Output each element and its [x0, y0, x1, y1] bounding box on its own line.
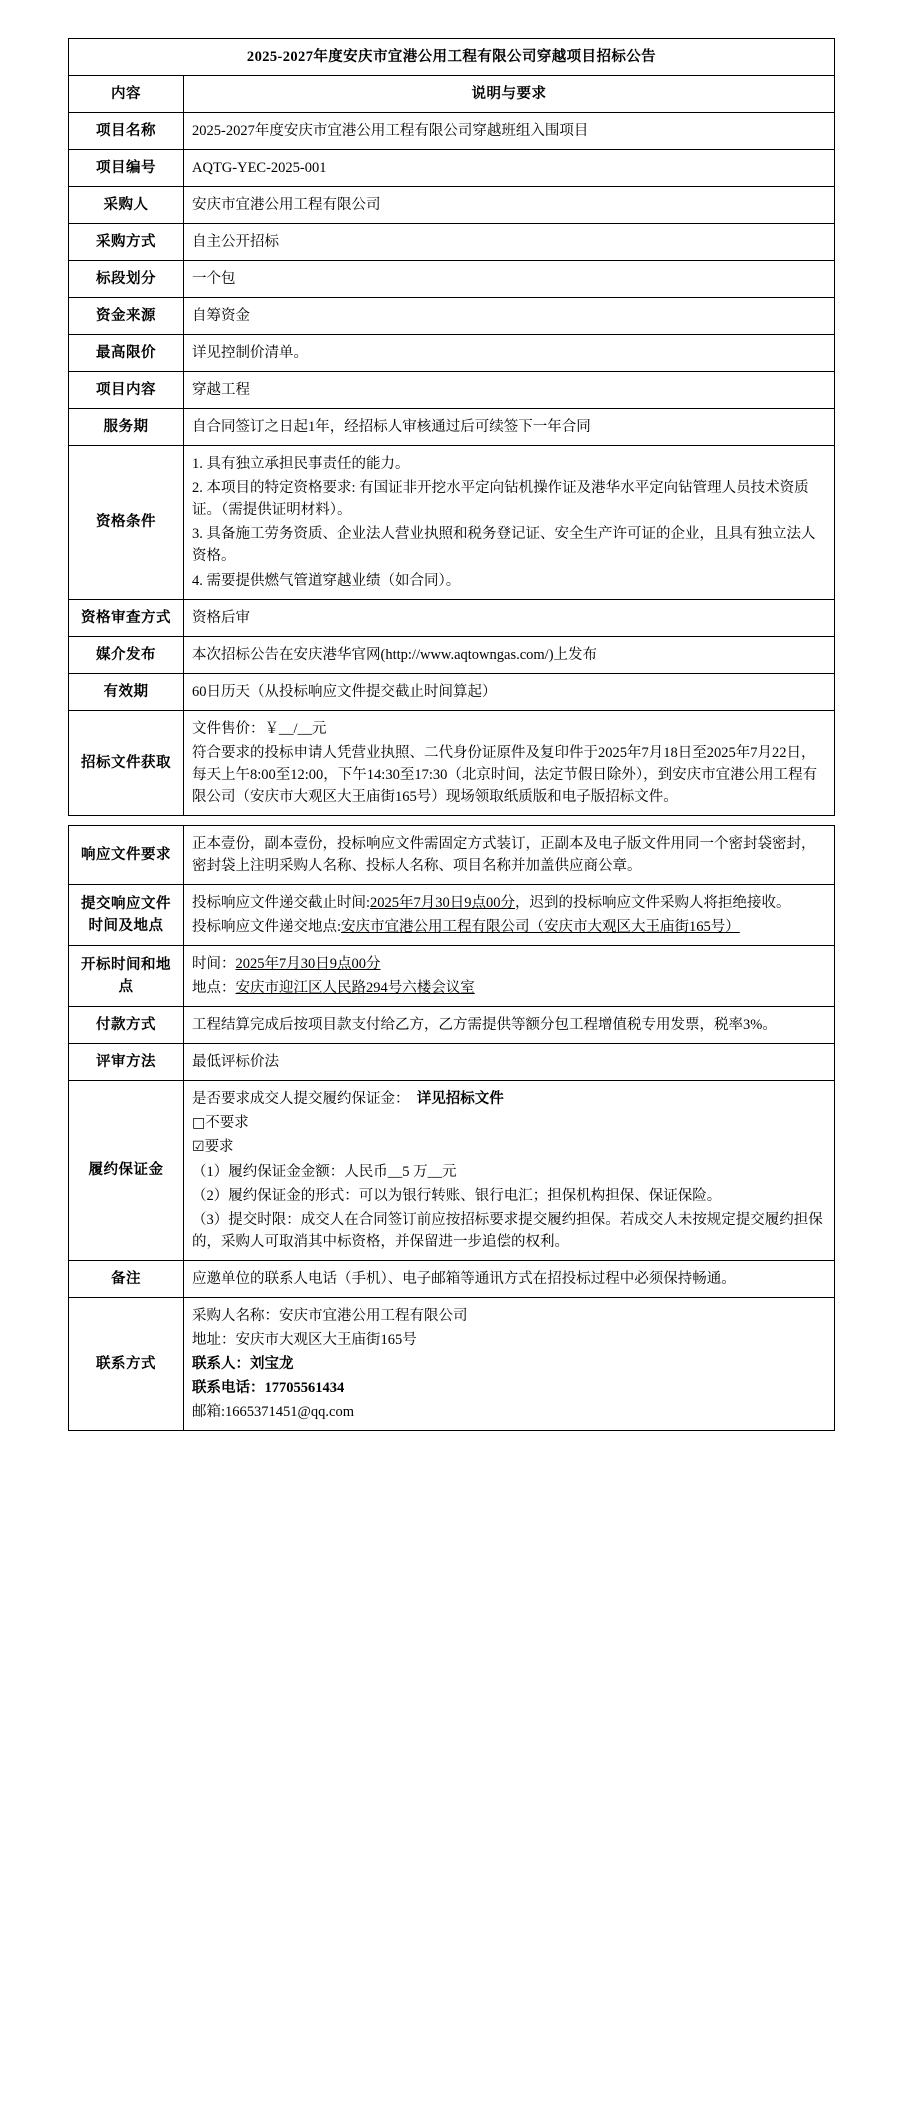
bid-opening-time-prefix: 时间：: [192, 955, 236, 972]
row-label: 提交响应文件时间及地点: [69, 884, 184, 945]
table-row: [69, 261, 835, 298]
contact-person-line: 联系人：刘宝龙: [192, 1355, 294, 1372]
table-row: [69, 673, 835, 710]
page-title: 2025-2027年度安庆市宜港公用工程有限公司穿越项目招标公告: [69, 39, 835, 76]
row-value-list: [184, 710, 835, 815]
table-row: [69, 372, 835, 409]
row-value: 60日历天（从投标响应文件提交截止时间算起）: [184, 673, 835, 710]
row-value: 工程结算完成后按项目款支付给乙方，乙方需提供等额分包工程增值税专用发票，税率3%。: [184, 1006, 835, 1043]
contact-phone-line: 联系电话：17705561434: [192, 1379, 345, 1396]
guarantee-question-strong: 详见招标文件: [416, 1091, 504, 1107]
row-label: 项目内容: [69, 372, 184, 409]
row-label: 联系方式: [69, 1297, 184, 1430]
table-row: [69, 409, 835, 446]
doc-price-line: 文件售价：￥__/__元: [192, 720, 327, 737]
row-value: 2025-2027年度安庆市宜港公用工程有限公司穿越班组入围项目: [184, 113, 835, 150]
table-row: [69, 187, 835, 224]
table-body-bottom: [69, 825, 835, 1430]
row-value: 穿越工程: [184, 372, 835, 409]
contact-email-line: 邮箱:1665371451@qq.com: [192, 1403, 354, 1420]
table-row-bid-opening: [69, 945, 835, 1006]
table-row-evaluation: [69, 1043, 835, 1080]
row-value: 应邀单位的联系人电话（手机）、电子邮箱等通讯方式在招投标过程中必须保持畅通。: [184, 1260, 835, 1297]
table-row: [69, 335, 835, 372]
row-label: 有效期: [69, 673, 184, 710]
row-value: 详见控制价清单。: [184, 335, 835, 372]
row-label: 标段划分: [69, 261, 184, 298]
row-value: 自合同签订之日起1年，经招标人审核通过后可续签下一年合同: [184, 409, 835, 446]
row-value: 本次招标公告在安庆港华官网(http://www.aqtowngas.com/)上发布: [184, 636, 835, 673]
row-label: 备注: [69, 1260, 184, 1297]
row-label: 采购方式: [69, 224, 184, 261]
qualification-item: 4. 需要提供燃气管道穿越业绩（如合同）。: [192, 572, 461, 589]
row-value-list: [184, 945, 835, 1006]
table-row: [69, 298, 835, 335]
header-row: [69, 76, 835, 113]
announcement-table-bottom: [68, 825, 835, 1431]
guarantee-item: （2）履约保证金的形式：可以为银行转账、银行电汇；担保机构担保、保证保险。: [192, 1187, 722, 1204]
table-row-remark: [69, 1260, 835, 1297]
table-row-guarantee: [69, 1081, 835, 1261]
guarantee-option-yes-label: 要求: [204, 1139, 234, 1156]
table-body-top: [69, 39, 835, 816]
row-label: 项目编号: [69, 150, 184, 187]
row-label: 资格审查方式: [69, 599, 184, 636]
row-value: 自主公开招标: [184, 224, 835, 261]
row-label: 采购人: [69, 187, 184, 224]
table-row: [69, 224, 835, 261]
checkbox-checked-icon[interactable]: ☑: [192, 1139, 205, 1156]
announcement-table-top: [68, 38, 835, 816]
row-label: 付款方式: [69, 1006, 184, 1043]
submission-location-line: [192, 916, 826, 938]
table-row-payment: [69, 1006, 835, 1043]
table-row-contact: [69, 1297, 835, 1430]
header-label: 内容: [69, 76, 184, 113]
bid-opening-place-line: [192, 977, 826, 999]
row-label: 履约保证金: [69, 1081, 184, 1261]
row-value-list: [184, 884, 835, 945]
guarantee-item: （1）履约保证金金额：人民币__5 万__元: [192, 1163, 457, 1180]
bid-opening-place-value: 安庆市迎江区人民路294号六楼会议室: [235, 979, 475, 996]
bid-opening-place-prefix: 地点：: [192, 979, 236, 996]
row-label: 响应文件要求: [69, 825, 184, 884]
submission-location-prefix: 投标响应文件递交地点:: [192, 918, 342, 935]
submission-location-value: 安庆市宜港公用工程有限公司（安庆市大观区大王庙街165号）: [341, 918, 740, 935]
row-label: 资金来源: [69, 298, 184, 335]
row-label: 媒介发布: [69, 636, 184, 673]
qualification-item: 3. 具备施工劳务资质、企业法人营业执照和税务登记证、安全生产许可证的企业，且具有独立法人资格。: [192, 526, 816, 565]
row-label: 服务期: [69, 409, 184, 446]
row-label: 资格条件: [69, 446, 184, 599]
qualification-item: 2. 本项目的特定资格要求: 有国证非开挖水平定向钻机操作证及港华水平定向钻管理人员技术资质证。（需提供证明材料）。: [192, 480, 809, 519]
table-row: [69, 636, 835, 673]
row-label: 评审方法: [69, 1043, 184, 1080]
guarantee-question: [192, 1088, 826, 1110]
table-row: [69, 150, 835, 187]
row-label: 开标时间和地点: [69, 945, 184, 1006]
guarantee-question-prefix: 是否要求成交人提交履约保证金：: [192, 1091, 410, 1107]
table-row-qualification: [69, 446, 835, 599]
qualification-item: 1. 具有独立承担民事责任的能力。: [192, 456, 410, 473]
guarantee-option-no-label: 不要求: [205, 1115, 249, 1132]
submission-deadline-prefix: 投标响应文件递交截止时间:: [192, 894, 371, 911]
row-value: 一个包: [184, 261, 835, 298]
guarantee-option-yes[interactable]: [192, 1136, 826, 1158]
doc-acquisition-detail: 符合要求的投标申请人凭营业执照、二代身份证原件及复印件于2025年7月18日至2025年7月22日， 每天上午8:00至12:00，下午14:30至17:30（北京时间，法定节假日除外），到安庆市宜港公用工程有限公司（安庆市大观区大王庙街165号）现场领取纸质版和电子版招标文件。: [192, 744, 818, 805]
contact-line: 采购人名称：安庆市宜港公用工程有限公司: [192, 1307, 468, 1324]
submission-deadline-suffix: ，迟到的投标响应文件采购人将拒绝接收。: [515, 894, 791, 911]
checkbox-unchecked-icon[interactable]: □: [192, 1115, 206, 1132]
row-value: 安庆市宜港公用工程有限公司: [184, 187, 835, 224]
row-value: AQTG-YEC-2025-001: [184, 150, 835, 187]
row-value: 自筹资金: [184, 298, 835, 335]
bid-opening-time-line: [192, 953, 826, 975]
bid-opening-time-value: 2025年7月30日9点00分: [235, 955, 381, 972]
submission-deadline-value: 2025年7月30日9点00分: [370, 894, 516, 911]
contact-line: 地址：安庆市大观区大王庙街165号: [192, 1331, 417, 1348]
row-value-list: [184, 1081, 835, 1261]
table-row: [69, 113, 835, 150]
row-value: 正本壹份，副本壹份，投标响应文件需固定方式装订，正副本及电子版文件用同一个密封袋密封，密封袋上注明采购人名称、投标人名称、项目名称并加盖供应商公章。: [184, 825, 835, 884]
table-row: [69, 599, 835, 636]
table-row-response-doc: [69, 825, 835, 884]
row-label: 招标文件获取: [69, 710, 184, 815]
submission-deadline-line: [192, 892, 826, 914]
row-value: 资格后审: [184, 599, 835, 636]
row-label: 最高限价: [69, 335, 184, 372]
table-row-submission: [69, 884, 835, 945]
guarantee-item: （3）提交时限：成交人在合同签订前应按招标要求提交履约担保。若成交人未按规定提交履约担保的，采购人可取消其中标资格，并保留进一步追偿的权利。: [192, 1211, 823, 1250]
header-value: 说明与要求: [184, 76, 835, 113]
row-value-list: [184, 446, 835, 599]
row-label: 项目名称: [69, 113, 184, 150]
guarantee-option-no[interactable]: [192, 1112, 826, 1134]
row-value-list: [184, 1297, 835, 1430]
row-value: 最低评标价法: [184, 1043, 835, 1080]
title-row: [69, 39, 835, 76]
table-row-doc-acquisition: [69, 710, 835, 815]
